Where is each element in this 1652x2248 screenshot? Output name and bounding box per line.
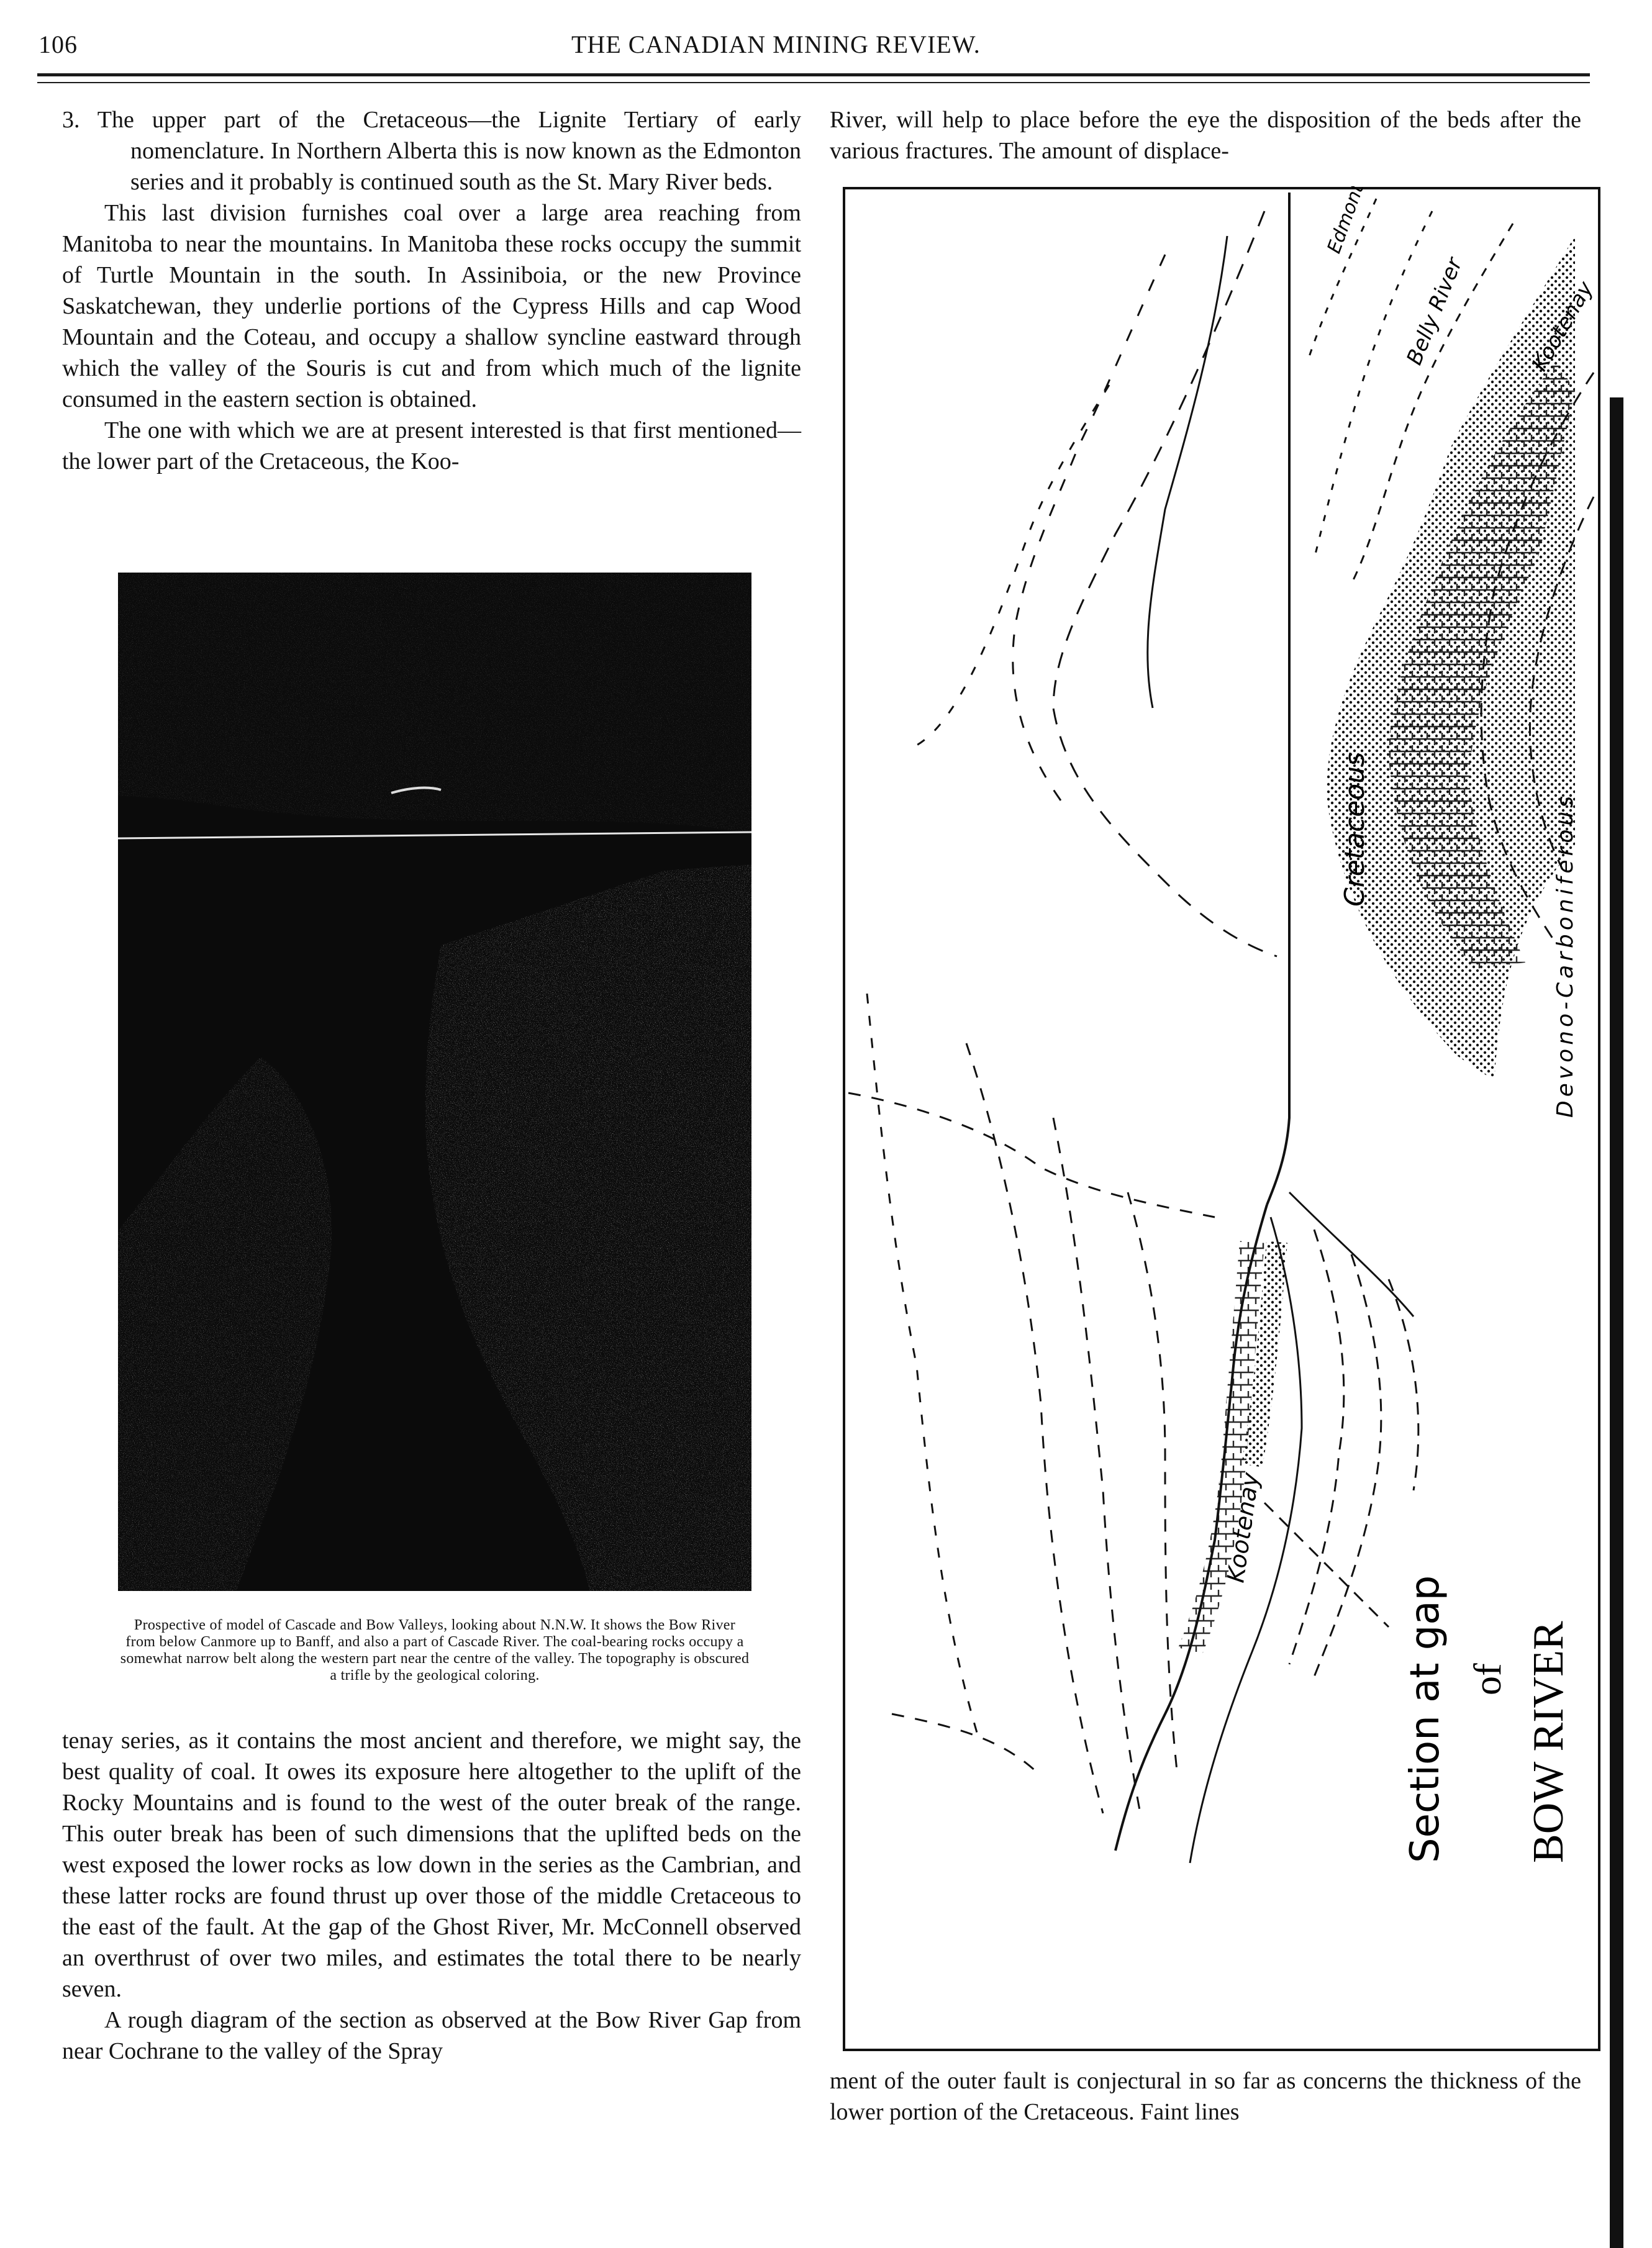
- left-column-bottom: [62, 1725, 801, 2067]
- strata-line: [1128, 1192, 1178, 1776]
- strata-line: [966, 1043, 1103, 1813]
- strata-line: [1053, 1118, 1140, 1813]
- paragraph: This last division furnishes coal over a large area reaching from Manitoba to near the mountains. In Manitoba these rocks occupy the summit of Turtle Mountain in the south. In Assiniboia, or the new Province Saskatchewan, they underlie portions of the Cypress Hills and cap Wood Mountain and the Coteau, and occupy a shallow syncline eastward through which the valley of the Souris is cut and from which much of the lignite consumed in the eastern section is obtained.: [62, 200, 801, 412]
- paragraph: 3. The upper part of the Cretaceous—the Lignite Tertiary of early nomenclature. In Northern Alberta this is now known as the Edmonton series and it probably is continued south as the St. Mary River beds.: [62, 107, 801, 195]
- paragraph: A rough diagram of the section as observed at the Bow River Gap from near Cochrane to the valley of the Spray: [62, 2007, 801, 2064]
- scan-edge-shadow: [1610, 397, 1623, 2248]
- strata-line: [1053, 211, 1277, 956]
- strata-line: [1314, 1254, 1381, 1677]
- journal-title: THE CANADIAN MINING REVIEW.: [571, 30, 981, 58]
- fault-line: [1267, 193, 1289, 1205]
- page-number: 106: [39, 30, 78, 58]
- label-section-at-gap: Section at gap: [1402, 1575, 1448, 1863]
- strata-line: [1389, 1279, 1418, 1490]
- section-diagram: [842, 186, 1601, 2052]
- strata-line: [1264, 1503, 1389, 1627]
- label-cretaceous: Cretaceous: [1339, 751, 1371, 907]
- label-of: of: [1467, 1663, 1509, 1695]
- label-devono-carboniferous: Devono-Carboniferous: [1553, 792, 1578, 1118]
- paragraph: tenay series, as it contains the most ancient and therefore, we might say, the best quality of coal. It owes its exposure here altogether to the uplift of the Rocky Mountains and is found to the west of the outer break of the range. This outer break has been of such dimensions that the uplifted beds on the west exposed the lower rocks as low down in the series as the Cambrian, and these latter rocks are found thrust up over those of the middle Cretaceous to the east of the fault. At the gap of the Ghost River, Mr. McConnell observed an overthrust of over two miles, and estimates the total there to be nearly seven.: [62, 1728, 801, 2002]
- strata-line: [1013, 255, 1165, 807]
- photo-caption: Prospective of model of Cascade and Bow Valleys, looking about N.N.W. It shows the Bow River from below Canmore up to Banff, and also a part of Cascade River. The coal-bearing rocks occupy a somewhat narrow belt along the western part near the centre of the valley. The topography is obscured a trifle by the geological coloring.: [120, 1617, 750, 1684]
- right-column-bottom: ment of the outer fault is conjectural in so far as concerns the thickness of the lower portion of the Cretaceous. Faint lines: [830, 2068, 1581, 2125]
- paragraph: The one with which we are at present interested is that first mentioned—the lower part of the Cretaceous, the Koo-: [62, 417, 801, 474]
- label-bow-river: BOW RIVER: [1525, 1621, 1573, 1863]
- topography-line: [1148, 236, 1227, 708]
- carboniferous-band-lower: [1190, 1242, 1252, 1652]
- model-photo-image: [118, 573, 751, 1591]
- strata-line: [1314, 211, 1432, 559]
- label-edmonton: Edmonton: [1323, 186, 1377, 256]
- label-belly-river: Belly River: [1402, 254, 1468, 369]
- header-rule-thick: [37, 73, 1590, 76]
- strata-line: [848, 1093, 1215, 1217]
- strata-line: [917, 385, 1109, 745]
- left-column-top: [62, 104, 801, 477]
- section-diagram-svg: [842, 186, 1601, 2052]
- strata-line: [1289, 1230, 1344, 1664]
- strata-line: [867, 994, 979, 1739]
- strata-line: [892, 1714, 1041, 1776]
- label-kootenay-upper: Kootenay: [1527, 277, 1599, 376]
- header-rule-thin: [37, 82, 1590, 83]
- label-kootenay-lower: Kootenay: [1222, 1471, 1264, 1585]
- model-photograph: [118, 573, 751, 1591]
- right-column-top: River, will help to place before the eye the disposition of the beds after the various fractures. The amount of displace-: [830, 107, 1581, 164]
